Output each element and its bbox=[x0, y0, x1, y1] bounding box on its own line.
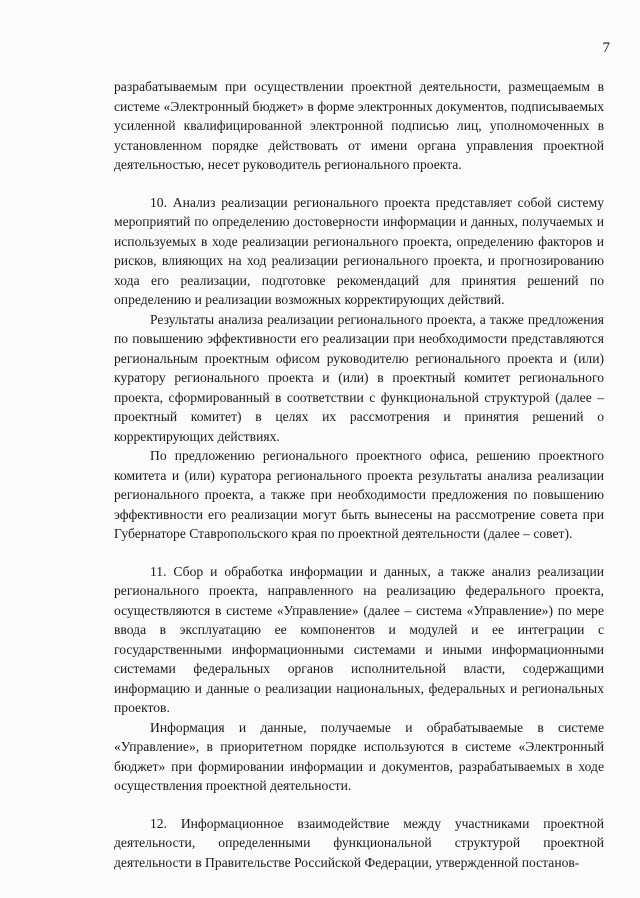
paragraph-section-10: 10. Анализ реализации регионального проекта представляет собой систему мероприятий по определению достоверности информации и данных, получаемых и используемых в ходе реализации регионального проекта, определению факторов и рисков, влияющих на ход реализации регионального проекта, и прогнозированию хода его реализации, подготовке рекомендаций для принятия решений по определению и реализации возможных корректирующих действий. bbox=[114, 194, 604, 307]
paragraph-section-12: 12. Информационное взаимодействие между участниками проектной деятельности, определенными функциональной структурой проектной деятельности в Правительстве Российской Федерации, утвержденной постанов- bbox=[114, 815, 604, 870]
page-number: 7 bbox=[602, 40, 610, 56]
paragraph-proposal: По предложению регионального проектного офиса, решению проектного комитета и (или) куратора регионального проекта результаты анализа реализации регионального проекта, а также при необходимости предложения по повышению эффективности его реализации могут быть вынесены на рассмотрение совета при Губернаторе Ставропольского края по проектной деятельности (далее – совет). bbox=[114, 448, 604, 541]
paragraph-continuation: разрабатываемым при осуществлении проектной деятельности, размещаемым в системе «Электронный бюджет» в форме электронных документов, подписываемых усиленной квалифицированной электронной подписью лиц, уполномоченных в установленном порядке действовать от имени органа управления проектной деятельностью, несет руководитель регионального проекта. bbox=[114, 79, 604, 172]
paragraph-information-data: Информация и данные, получаемые и обрабатываемые в системе «Управление», в приоритетном порядке используются в системе «Электронный бюджет» при формировании информации и документов, разрабатываемых в ходе осуществления проектной деятельности. bbox=[114, 719, 604, 793]
paragraph-section-11: 11. Сбор и обработка информации и данных, а также анализ реализации регионального проекта, направленного на реализацию федерального проекта, осуществляются в системе «Управление» (далее – система «Управление») по мере ввода в эксплуатацию ее компонентов и модулей и ее интеграции с государственными информационными системами и иными информационными системами федеральных органов исполнительной власти, содержащими информацию и данные о реализации национальных, федеральных и региональных проектов. bbox=[114, 563, 604, 715]
paragraph-analysis-results: Результаты анализа реализации регионального проекта, а также предложения по повышению эффективности его реализации при необходимости представляются региональным проектным офисом руководителю регионального проекта и (или) куратору регионального проекта и (или) в проектный комитет регионального проекта, сформированный в соответствии с функциональной структурой (далее – проектный комитет) в целях их рассмотрения и принятия решений о корректирующих действиях. bbox=[114, 311, 604, 444]
document-body bbox=[114, 77, 604, 872]
